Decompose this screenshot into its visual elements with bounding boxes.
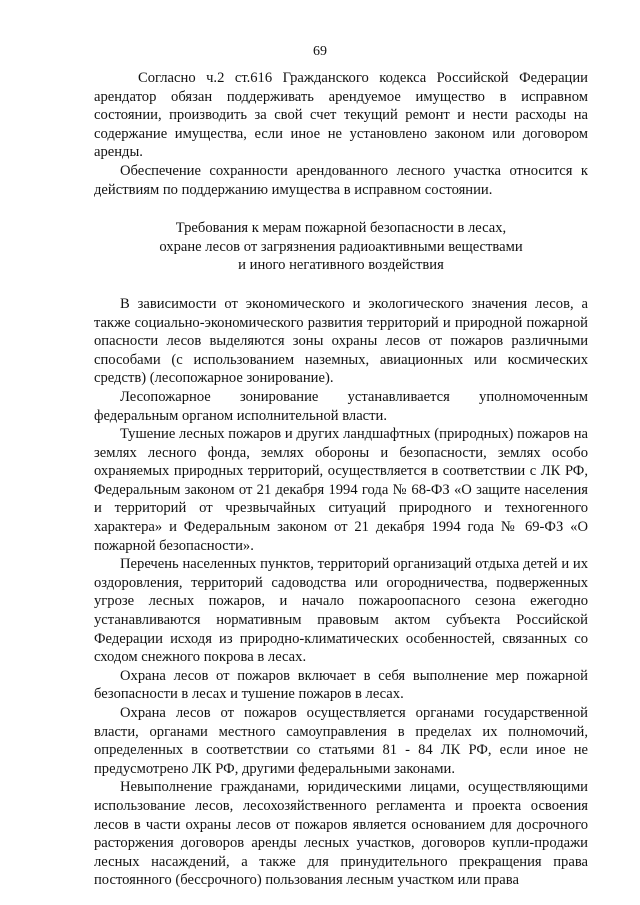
paragraph-authorities: Охрана лесов от пожаров осуществляется органами государственной власти, органами местного самоуправления в пределах их полномочий, определенных в соответствии со статьями 81 - 84 ЛК РФ, если иное не предусмотрено ЛК РФ, другими федеральными законами. (94, 705, 588, 777)
paragraph-fire-protection-scope: Охрана лесов от пожаров включает в себя выполнение мер пожарной безопасности в лесах и тушение пожаров в лесах. (94, 667, 588, 703)
paragraph-settlements-list: Перечень населенных пунктов, территорий организаций отдыха детей и их оздоровления, территорий садоводства или огородничества, подверженных угрозе лесных пожаров, и начало пожароопасного сезона ежегодно устанавливаются нормативным правовым актом субъекта Российской Федерации исходя из природно-климатических особенностей, связанных со сходом снежного покрова в лесах. (94, 556, 588, 666)
section-heading-line-2: охране лесов от загрязнения радиоактивными веществами (159, 238, 523, 255)
page-number: 69 (313, 44, 327, 59)
paragraph-property-safety: Обеспечение сохранности арендованного лесного участка относится к действиям по поддержанию имущества в исправном состоянии. (94, 162, 588, 198)
section-heading-line-1: Требования к мерам пожарной безопасности в лесах, (175, 220, 507, 237)
paragraph-lease-obligation: Согласно ч.2 ст.616 Гражданского кодекса Российской Федерации арендатор обязан поддерживать арендуемое имущество в исправном состоянии, производить за свой счет текущий ремонт и нести расходы на содержание имущества, если иное не установлено законом или договором аренды. (94, 70, 588, 161)
paragraph-fire-suppression: Тушение лесных пожаров и других ландшафтных (природных) пожаров на землях лесного фонда, землях обороны и безопасности, землях особо охраняемых природных территорий, осуществляется в соответствии с ЛК РФ, Федеральным законом от 21 декабря 1994 года № 68-ФЗ «О защите населения и территорий от чрезвычайных ситуаций природного и техногенного характера» и Федеральным законом от 21 декабря 1994 года № 69-ФЗ «О пожарной безопасности». (94, 426, 588, 554)
section-heading (94, 219, 588, 275)
paragraph-zoning-authority: Лесопожарное зонирование устанавливается уполномоченным федеральным органом исполнительной власти. (94, 388, 588, 424)
paragraph-non-compliance: Невыполнение гражданами, юридическими лицами, осуществляющими использование лесов, лесохозяйственного регламента и проекта освоения лесов в части охраны лесов от пожаров является основанием для досрочного расторжения договоров аренды лесных участков, договоров купли-продажи лесных насаждений, а также для принудительного прекращения права постоянного (бессрочного) пользования лесным участком или права (94, 779, 588, 889)
paragraph-fire-zoning: В зависимости от экономического и экологического значения лесов, а также социально-экономического развития территорий и природной пожарной опасности лесов выделяются зоны охраны лесов от пожаров различными способами (с использованием наземных, авиационных или космических средств) (лесопожарное зонирование). (94, 295, 588, 387)
document-body (94, 69, 588, 890)
section-heading-line-3: и иного негативного воздействия (238, 257, 444, 274)
